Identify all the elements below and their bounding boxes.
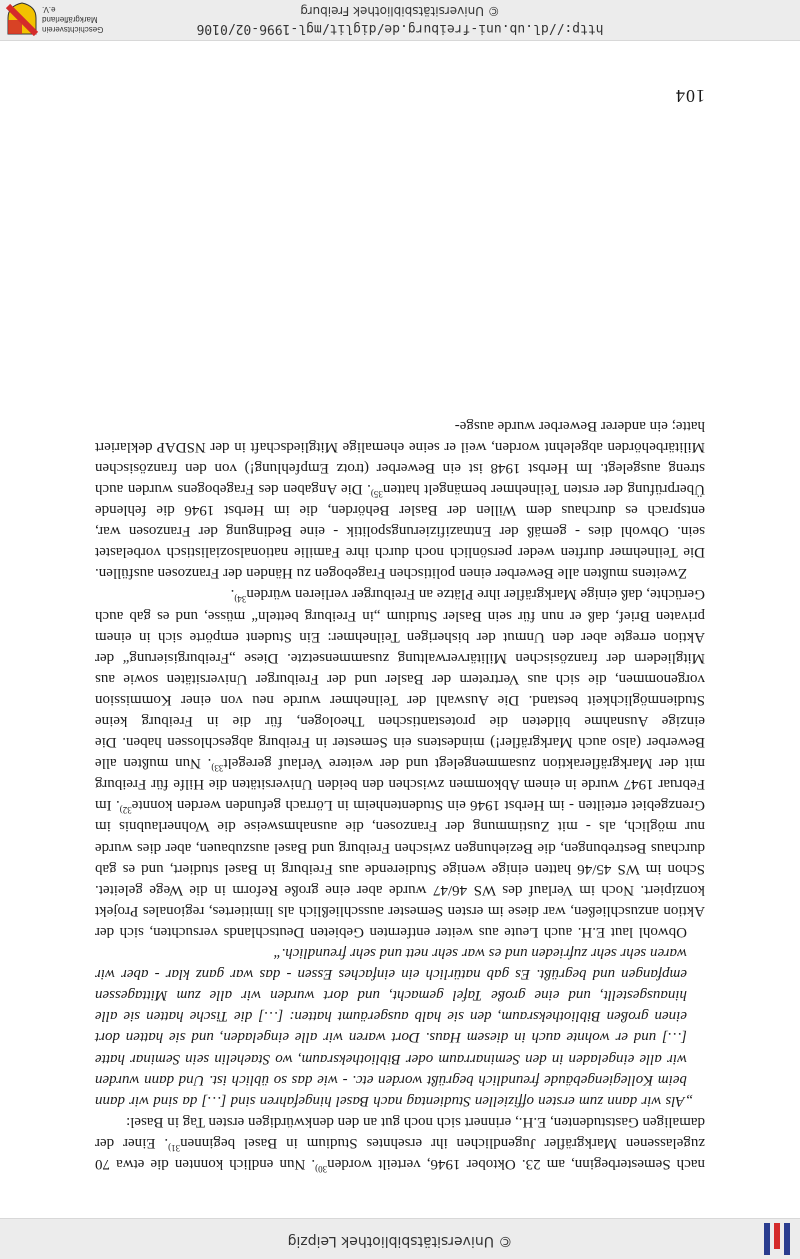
footnote-ref: 34) xyxy=(234,594,247,605)
library-logo-icon xyxy=(760,1219,794,1259)
text-run: . Nun endlich konnten die etwa 70 zugelassenen Markgräfler Jugendlichen ihr ersehntes Studium in Basel beginnen xyxy=(95,1134,705,1172)
coat-of-arms-icon xyxy=(6,2,38,36)
paragraph-2 xyxy=(95,583,705,942)
footnote-ref: 31) xyxy=(168,1142,181,1153)
text-run: . Die Angaben des Fragebogens wurden auch streng ausgelegt. Im Herbst 1948 ist ein Bewerber (trotz Empfehlung!) von den französischen Militärbehörden abgelehnt worden, weil er seine ehemalige Mitgliedschaft in der NSDAP deklariert hatte; ein anderer Bewerber wurde ausge- xyxy=(94,417,705,497)
interview-quote: „Als wir dann zum ersten offiziellen Studientag nach Basel hingefahren sind […] da sind wir dann beim Kollegiengebäude freundlich begrüßt worden etc. - wie das so üblich ist. Und dann wurden wir alle eingeladen in den Seminarraum oder Bibliotheksraum, wo Staehelin sein Seminar hatte […] und er wohnte auch in diesem Haus. Dort waren wir alle eingeladen, und sie hatten dort einen großen Bibliotheksraum, den sie halb ausgeräumt hatten: […] die Tische hatten sie alle hinausgestellt, und eine große Tafel gemacht, und dort wurden wir alle zum Mittagessen empfangen und begrüßt. Es gab natürlich ein einfaches Essen - das war ganz klar - aber wir waren sehr sehr zufrieden und es war sehr nett und sehr freundlich.“ xyxy=(95,945,693,1109)
library-header-bar xyxy=(0,1218,800,1259)
text-run: . xyxy=(230,586,235,603)
document-page xyxy=(95,415,705,1174)
institution-copyright-text: © Universitätsbibliothek Freiburg xyxy=(300,4,500,18)
text-run: Obwohl laut E.H. auch Leute aus weiter entfernten Gebieten Deutschlands versuchten, sich der Aktion anzuschließen, war diese im ersten Semester ausschließlich als limitiertes, regionales Projekt konzipiert. Noch im Verlauf des WS 46/47 wurde aber eine große Reform in die Wege geleitet. Schon im WS 45/46 hatten einige wenige Studierende aus Freiburg in Basel studiert, und es gab durchaus Bestrebungen, die Beziehungen zwischen Freiburg und Basel auszubauen, aber dies wurde nur möglich, als - mit Zustimmung der Franzosen, die ausnahmsweise die Wohnerlaubnis im Grenzgebiet erteilten - im Herbst 1946 ein Studentenheim in Lörrach gefunden werden konnte xyxy=(95,797,705,940)
text-run: nach Semesterbeginn, am 23. Oktober 1946, verteilt worden xyxy=(327,1156,705,1172)
footnote-ref: 35) xyxy=(370,489,383,499)
society-logo-label xyxy=(42,4,103,34)
source-url-link[interactable]: http://dl.ub.uni-freiburg.de/diglit/mgl-1996-02/0106 xyxy=(196,21,604,36)
text-run: . Einer der damaligen Gaststudenten, E.H., erinnert sich noch gut an den denkwürdigen ersten Tag in Basel: xyxy=(94,1113,705,1151)
text-run: Zweitens mußten alle Bewerber einen politischen Fragebogen zu Händen der Franzosen ausfüllen. Die Teilnehmer durften weder persönlich noch durch ihre Familie nationalsozialistisch vorbelastet sein. Obwohl dies - gemäß der Entnazifizierungspolitik - eine Bedingung der Franzosen war, entsprach es durchaus dem Willen der Basler Behörden, die im Herbst 1946 die fehlende Überprüfung der ersten Teilnehmer bemängelt hatten xyxy=(95,481,705,582)
footnote-ref: 30) xyxy=(315,1164,328,1174)
footnote-ref: 32) xyxy=(119,805,132,816)
footnote-ref: 33) xyxy=(211,763,224,774)
paragraph-3 xyxy=(95,415,705,584)
page-number: 104 xyxy=(675,86,705,106)
library-copyright-text: © Universitätsbibliothek Leipzig xyxy=(287,1233,513,1249)
source-footer-bar xyxy=(0,0,800,41)
society-logo xyxy=(6,2,104,36)
logo-label-line: Geschichtsverein xyxy=(42,25,104,34)
text-run: . Nun mußten alle Bewerber (also auch Markgräfler!) mindestens ein Semester in Freiburg abgeschlossen haben. Die einzige Ausnahme bildeten die protestantischen Theologen, für die in Freiburg keine Studienmöglichkeit bestand. Die Auswahl der Teilnehmer wurde neu von einer Kommission vorgenommen, die sich aus Vertretern der Basler und der Freiburger Universitäten sowie aus Mitgliedern der französischen Militärverwaltung zusammensetzte. Diese „Freiburgisierung“ der Aktion erregte aber den Unmut der bisherigen Teilnehmer: Ein Student empörte sich in einem privaten Brief, daß er nun für sein Basler Studium „in Freiburg betteln“ müsse, und es gab auch Gerüchte, daß einige Markgräfler ihre Plätze an Freiburger verlieren würden xyxy=(95,586,705,772)
text-run: . Im Februar 1947 wurde in einem Abkommen zwischen den beiden Universitäten die Hilfe für Freiburg mit der Markgräfleraktion zusammengelegt und der weitere Verlauf geregelt xyxy=(95,755,705,814)
logo-label-line: Markgräflerland e.V. xyxy=(42,5,98,24)
paragraph-1 xyxy=(95,1111,705,1174)
